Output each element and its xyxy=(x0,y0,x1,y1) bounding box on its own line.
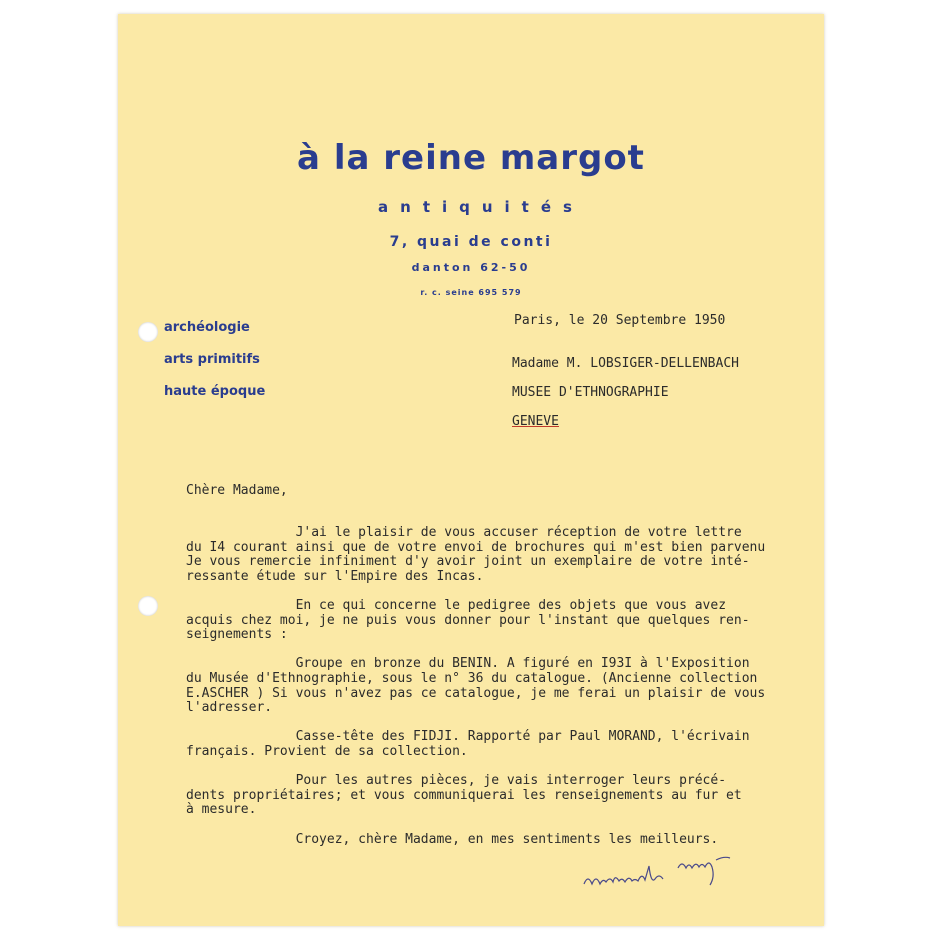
specialty-arts-primitifs: arts primitifs xyxy=(164,352,260,367)
body-line: En ce qui concerne le pedigree des objets que vous avez xyxy=(186,598,727,613)
letterhead-registry: r. c. seine 695 579 xyxy=(420,288,522,297)
specialty-haute-epoque: haute époque xyxy=(164,384,266,399)
letter-date: Paris, le 20 Septembre 1950 xyxy=(514,313,726,328)
body-line: Je vous remercie infiniment d'y avoir joint un exemplaire de votre inté- xyxy=(186,554,750,570)
body-line: Casse-tête des FIDJI. Rapporté par Paul MORAND, l'écrivain xyxy=(186,729,750,745)
body-line: acquis chez moi, je ne puis vous donner pour l'instant que quelques ren- xyxy=(186,612,750,628)
body-line: Groupe en bronze du BENIN. A figuré en I93I à l'Exposition xyxy=(186,656,750,672)
punch-hole-top xyxy=(138,322,158,342)
body-line: Croyez, chère Madame, en mes sentiments les meilleurs. xyxy=(186,831,719,847)
body-line: ressante étude sur l'Empire des Incas. xyxy=(186,568,484,584)
recipient-institution: MUSEE D'ETHNOGRAPHIE xyxy=(512,385,669,400)
letterhead-phone: danton 62-50 xyxy=(411,261,531,274)
punch-hole-bottom xyxy=(138,596,158,616)
letterhead-subtitle: antiquités xyxy=(378,198,584,216)
body-line: seignements : xyxy=(186,627,288,643)
recipient-city: GENEVE xyxy=(512,414,559,429)
letterhead-address: 7, quai de conti xyxy=(389,234,553,250)
body-line: E.ASCHER ) Si vous n'avez pas ce catalogue, je me ferai un plaisir de vous xyxy=(186,685,766,701)
body-line: l'adresser. xyxy=(186,700,273,716)
salutation: Chère Madame, xyxy=(186,483,288,498)
body-line: du Musée d'Ethnographie, sous le n° 36 du catalogue. (Ancienne collection xyxy=(186,671,758,686)
body-line: à mesure. xyxy=(186,802,257,818)
letterhead-title: à la reine margot xyxy=(297,138,645,178)
body-line: du I4 courant ainsi que de votre envoi de brochures qui m'est bien parvenu xyxy=(186,539,766,555)
specialty-archeologie: archéologie xyxy=(164,320,250,335)
recipient-name: Madame M. LOBSIGER-DELLENBACH xyxy=(512,356,739,371)
body-line: dents propriétaires; et vous communiquerai les renseignements au fur et xyxy=(186,787,742,803)
signature xyxy=(580,846,760,896)
body-line: Pour les autres pièces, je vais interroger leurs précé- xyxy=(186,773,727,789)
body-line: français. Provient de sa collection. xyxy=(186,744,468,759)
body-line: J'ai le plaisir de vous accuser réception de votre lettre xyxy=(186,525,742,540)
letter-sheet xyxy=(118,14,824,926)
